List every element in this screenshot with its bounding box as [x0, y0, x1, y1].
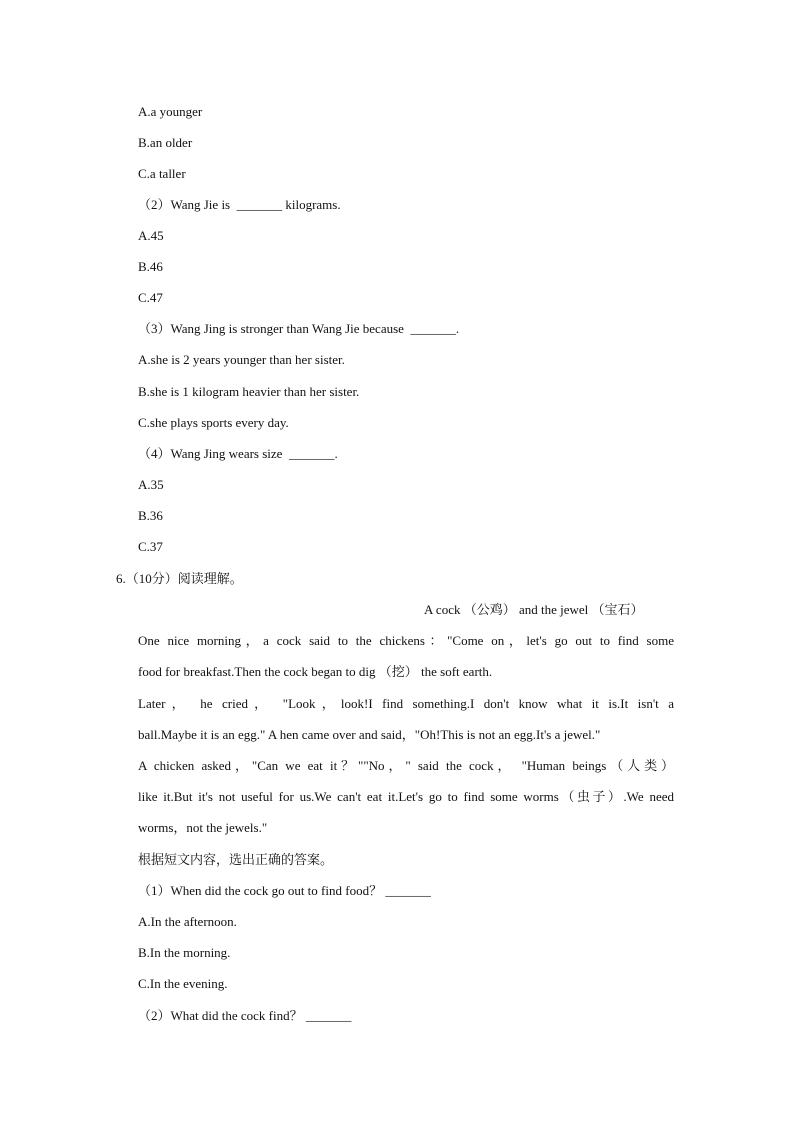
q5-sub4-question: （4）Wang Jing wears size _______.: [138, 446, 338, 461]
q5-sub3-option-c: C.she plays sports every day.: [138, 415, 289, 430]
q5-sub1-option-a: A.a younger: [138, 104, 203, 119]
q6-sub1-question: （1）When did the cock go out to find food？ _______: [138, 883, 431, 898]
q6-header: 6.（10分）阅读理解。: [116, 571, 243, 586]
q6-sub1-option-a: A.In the afternoon.: [138, 914, 237, 929]
passage-p1-line2: food for breakfast.Then the cock began to dig （挖） the soft earth.: [138, 664, 493, 679]
passage-p3-line3: worms，not the jewels.": [138, 820, 268, 835]
q5-sub1-option-b: B.an older: [138, 135, 193, 150]
q6-sub1-option-b: B.In the morning.: [138, 945, 231, 960]
q5-sub4-option-b: B.36: [138, 508, 163, 523]
q5-sub2-question: （2）Wang Jie is _______ kilograms.: [138, 197, 341, 212]
passage-p3-line1: A chicken asked，"Can we eat it？""No，" said the cock， "Human beings（人类）: [138, 758, 674, 773]
q5-sub2-option-a: A.45: [138, 228, 164, 243]
q5-sub3-option-b: B.she is 1 kilogram heavier than her sister.: [138, 384, 360, 399]
q5-sub4-option-c: C.37: [138, 539, 163, 554]
q6-instruction: 根据短文内容，选出正确的答案。: [138, 852, 334, 867]
q5-sub3-question: （3）Wang Jing is stronger than Wang Jie because _______.: [138, 321, 460, 336]
q5-sub1-option-c: C.a taller: [138, 166, 186, 181]
q6-sub1-option-c: C.In the evening.: [138, 976, 228, 991]
passage-p1-line1: One nice morning，a cock said to the chickens："Come on，let's go out to find some: [138, 633, 674, 648]
q6-sub2-question: （2）What did the cock find？ _______: [138, 1008, 352, 1023]
q5-sub4-option-a: A.35: [138, 477, 164, 492]
q5-sub2-option-c: C.47: [138, 290, 163, 305]
q5-sub2-option-b: B.46: [138, 259, 163, 274]
passage-p2-line2: ball.Maybe it is an egg." A hen came over and said，"Oh!This is not an egg.It's a jewel.": [138, 727, 601, 742]
passage-p2-line1: Later， he cried， "Look，look!I find something.I don't know what it is.It isn't a: [138, 696, 674, 711]
q5-sub3-option-a: A.she is 2 years younger than her sister.: [138, 352, 345, 367]
passage-title: A cock （公鸡） and the jewel （宝石）: [424, 602, 644, 617]
passage-p3-line2: like it.But it's not useful for us.We can't eat it.Let's go to find some worms（虫子）.We need: [138, 789, 674, 804]
